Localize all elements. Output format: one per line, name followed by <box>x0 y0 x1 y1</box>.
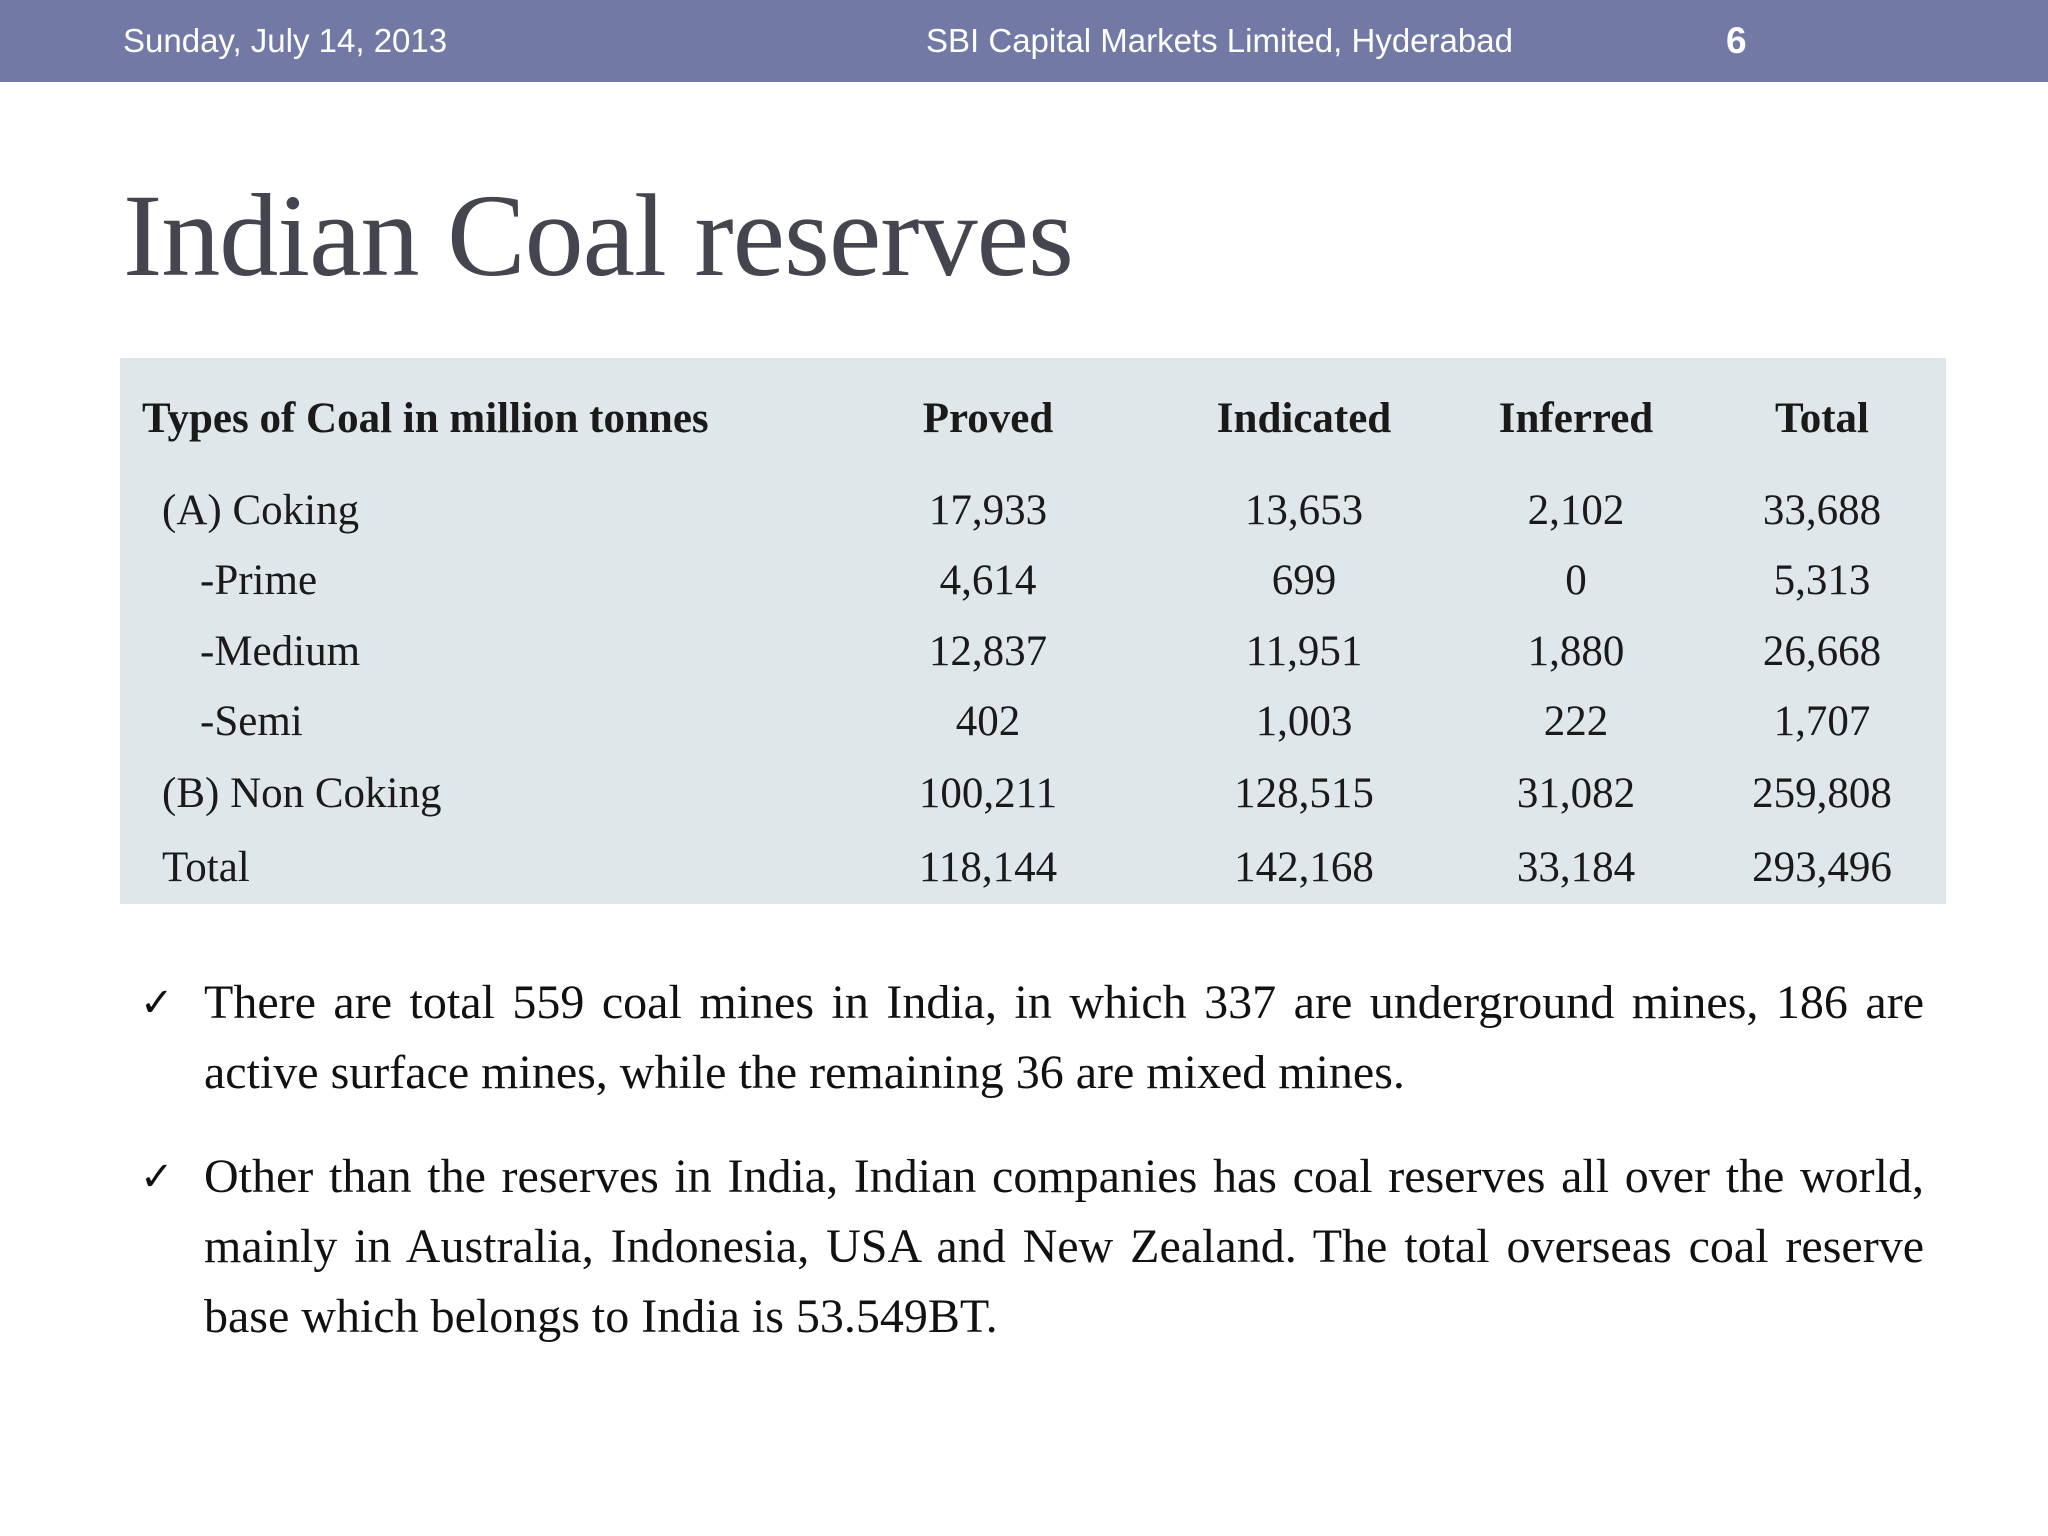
row-label-prime: -Prime <box>200 557 318 604</box>
table-cell: 142,168 <box>1234 844 1374 891</box>
table-cell: 699 <box>1271 557 1337 604</box>
table-cell: 26,668 <box>1762 628 1882 675</box>
bullet-text: Other than the reserves in India, Indian companies has coal reserves all over the world, mainly in Australia, Indonesia, USA and New Zealand. The total overseas coal reserve base which belongs to India is 53.549BT. <box>204 1150 1924 1343</box>
table-cell: 33,688 <box>1762 487 1882 534</box>
table-cell: 12,837 <box>928 628 1048 675</box>
column-header-type: Types of Coal in million tonnes <box>142 395 709 442</box>
row-label-total: Total <box>162 844 250 891</box>
column-header-inferred: Inferred <box>1498 395 1654 442</box>
table-cell: 1,003 <box>1255 698 1353 745</box>
table-cell: 1,880 <box>1527 628 1625 675</box>
table-cell: 2,102 <box>1527 487 1625 534</box>
coal-reserves-table <box>120 358 1946 904</box>
column-header-proved: Proved <box>922 395 1054 442</box>
row-label-medium: -Medium <box>200 628 361 675</box>
table-cell: 1,707 <box>1773 698 1871 745</box>
table-cell: 11,951 <box>1245 628 1363 675</box>
table-cell: 4,614 <box>939 557 1037 604</box>
table-cell: 100,211 <box>918 770 1058 817</box>
table-cell: 118,144 <box>918 844 1058 891</box>
table-cell: 293,496 <box>1752 844 1892 891</box>
checkmark-icon: ✓ <box>140 980 174 1026</box>
row-label-semi: -Semi <box>200 698 303 745</box>
table-cell: 402 <box>955 698 1021 745</box>
table-cell: 33,184 <box>1516 844 1636 891</box>
table-cell: 128,515 <box>1234 770 1374 817</box>
bullet-item <box>140 968 1924 1108</box>
column-header-total: Total <box>1775 395 1869 442</box>
slide-title: Indian Coal reserves <box>123 170 1073 301</box>
table-cell: 259,808 <box>1752 770 1892 817</box>
header-date: Sunday, July 14, 2013 <box>123 22 448 59</box>
header-bar <box>0 0 2048 82</box>
table-cell: 17,933 <box>928 487 1048 534</box>
table-cell: 0 <box>1565 557 1587 604</box>
page-number: 6 <box>1726 20 1747 61</box>
row-label-non-coking: (B) Non Coking <box>162 770 442 817</box>
bullet-list <box>140 968 1924 1386</box>
header-company: SBI Capital Markets Limited, Hyderabad <box>926 22 1513 59</box>
column-header-indicated: Indicated <box>1216 395 1392 442</box>
bullet-item <box>140 1142 1924 1352</box>
bullet-text: There are total 559 coal mines in India, in which 337 are underground mines, 186 are active surface mines, while the remaining 36 are mixed mines. <box>204 976 1924 1099</box>
checkmark-icon: ✓ <box>140 1154 174 1200</box>
table-cell: 13,653 <box>1244 487 1364 534</box>
row-label-coking: (A) Coking <box>162 487 360 534</box>
table-cell: 222 <box>1543 698 1609 745</box>
table-cell: 31,082 <box>1516 770 1636 817</box>
table-cell: 5,313 <box>1773 557 1871 604</box>
